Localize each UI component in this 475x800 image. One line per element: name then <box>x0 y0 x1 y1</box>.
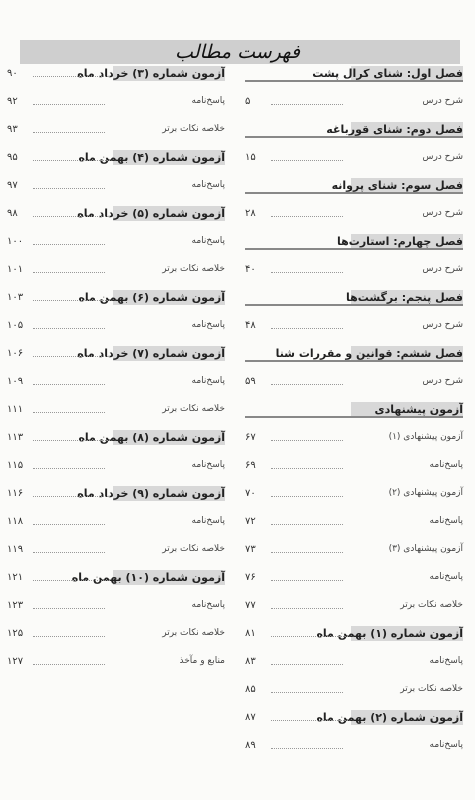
toc-entry-label: خلاصه نکات برتر <box>162 124 225 134</box>
toc-entry <box>245 738 463 753</box>
toc-entry <box>245 542 463 557</box>
toc-entry <box>7 206 225 221</box>
toc-entry-label: پاسخ‌نامه <box>429 740 463 750</box>
toc-entry-leader <box>33 160 110 161</box>
toc-entry-label: پاسخ‌نامه <box>429 516 463 526</box>
toc-entry-page: ۷۲ <box>245 516 256 527</box>
toc-entry-page: ۵ <box>245 96 251 107</box>
toc-right-column <box>245 66 463 766</box>
toc-entry-label: شرح درس <box>422 376 463 386</box>
toc-entry-leader <box>271 664 343 665</box>
toc-entry-page: ۸۷ <box>245 712 256 723</box>
toc-entry <box>7 150 225 165</box>
toc-entry-label: آزمون شماره (۱۰) بهمن ماه <box>71 571 225 584</box>
toc-entry-page: ۸۹ <box>245 740 256 751</box>
toc-entry-page: ۹۰ <box>7 68 18 79</box>
toc-entry <box>7 374 225 389</box>
toc-entry-leader <box>271 384 343 385</box>
toc-entry-page: ۷۶ <box>245 572 256 583</box>
toc-entry-leader <box>271 272 343 273</box>
toc-entry-page: ۱۵ <box>245 152 256 163</box>
toc-entry-leader <box>33 524 105 525</box>
toc-entry-page: ۱۲۳ <box>7 600 24 611</box>
toc-entry-page: ۵۹ <box>245 376 256 387</box>
toc-entry-label: آزمون شماره (۲) بهمن ماه <box>316 711 463 724</box>
toc-entry-page: ۹۳ <box>7 124 18 135</box>
toc-entry-label: شرح درس <box>422 152 463 162</box>
toc-entry-leader <box>271 748 343 749</box>
toc-entry-leader <box>33 216 110 217</box>
toc-entry-page: ۸۱ <box>245 628 256 639</box>
toc-entry-page: ۱۱۳ <box>7 432 24 443</box>
toc-entry-label: پاسخ‌نامه <box>191 180 225 190</box>
toc-entry-leader <box>33 440 110 441</box>
toc-entry-leader <box>33 608 105 609</box>
toc-entry-page: ۱۱۵ <box>7 460 24 471</box>
toc-entry <box>7 458 225 473</box>
toc-entry-page: ۱۰۵ <box>7 320 24 331</box>
toc-entry-leader <box>33 412 105 413</box>
toc-title-bar <box>20 40 460 64</box>
toc-entry-page: ۹۵ <box>7 152 18 163</box>
toc-entry-label: پاسخ‌نامه <box>429 460 463 470</box>
toc-entry-leader <box>33 636 105 637</box>
toc-entry <box>245 346 463 361</box>
toc-entry-leader <box>271 692 343 693</box>
toc-entry-label: پاسخ‌نامه <box>191 96 225 106</box>
toc-entry-label: پاسخ‌نامه <box>429 572 463 582</box>
toc-entry <box>245 122 463 137</box>
toc-entry-label: شرح درس <box>422 96 463 106</box>
toc-entry-label: آزمون شماره (۸) بهمن ماه <box>78 431 225 444</box>
toc-entry-leader <box>33 468 105 469</box>
toc-entry-leader <box>33 76 110 77</box>
toc-entry <box>7 430 225 445</box>
toc-entry-page: ۶۹ <box>245 460 256 471</box>
toc-entry-leader <box>33 132 105 133</box>
toc-entry <box>245 710 463 725</box>
toc-entry-page: ۱۱۱ <box>7 404 24 415</box>
toc-entry-label: پاسخ‌نامه <box>191 516 225 526</box>
toc-entry-label: شرح درس <box>422 264 463 274</box>
toc-entry-label: خلاصه نکات برتر <box>162 544 225 554</box>
toc-entry-label: شرح درس <box>422 320 463 330</box>
toc-entry-label: آزمون پیشنهادی (۳) <box>388 544 463 554</box>
toc-entry-leader <box>271 440 343 441</box>
toc-entry <box>245 150 463 165</box>
toc-entry-page: ۱۱۶ <box>7 488 24 499</box>
toc-entry-label: آزمون شماره (۷) خرداد ماه <box>77 347 225 360</box>
toc-entry <box>245 234 463 249</box>
toc-entry <box>7 178 225 193</box>
toc-entry-leader <box>33 272 105 273</box>
toc-entry-label: خلاصه نکات برتر <box>400 600 463 610</box>
toc-entry-label: خلاصه نکات برتر <box>400 684 463 694</box>
toc-entry-label: پاسخ‌نامه <box>429 656 463 666</box>
toc-entry-leader <box>271 496 343 497</box>
toc-entry-page: ۹۸ <box>7 208 18 219</box>
toc-entry <box>245 206 463 221</box>
toc-entry <box>7 486 225 501</box>
toc-entry-page: ۱۰۶ <box>7 348 24 359</box>
toc-entry-page: ۱۲۱ <box>7 572 24 583</box>
toc-entry-page: ۷۷ <box>245 600 256 611</box>
toc-entry-leader <box>271 608 343 609</box>
toc-entry-leader <box>271 720 348 721</box>
toc-entry-page: ۶۷ <box>245 432 256 443</box>
toc-entry <box>7 94 225 109</box>
toc-entry-label: شرح درس <box>422 208 463 218</box>
toc-entry <box>245 402 463 417</box>
toc-entry-leader <box>33 552 105 553</box>
toc-entry-label: خلاصه نکات برتر <box>162 628 225 638</box>
toc-entry-leader <box>271 104 343 105</box>
toc-entry-label: آزمون شماره (۴) بهمن ماه <box>78 151 225 164</box>
toc-entry <box>7 542 225 557</box>
toc-entry-page: ۱۰۱ <box>7 264 24 275</box>
toc-entry-label: فصل پنجم: برگشت‌ها <box>345 291 463 304</box>
toc-entry <box>245 486 463 501</box>
toc-entry-page: ۱۲۵ <box>7 628 24 639</box>
toc-entry <box>7 290 225 305</box>
toc-entry-leader <box>33 328 105 329</box>
toc-entry-label: فصل دوم: شنای قورباغه <box>326 123 463 136</box>
toc-entry-page: ۹۷ <box>7 180 18 191</box>
toc-entry <box>245 178 463 193</box>
toc-entry-leader <box>271 580 343 581</box>
toc-entry <box>245 626 463 641</box>
toc-entry <box>245 374 463 389</box>
toc-entry <box>245 66 463 81</box>
toc-entry <box>245 318 463 333</box>
toc-entry-page: ۱۰۹ <box>7 376 24 387</box>
toc-heading-rule <box>245 304 463 306</box>
toc-entry <box>245 570 463 585</box>
toc-entry <box>245 262 463 277</box>
toc-entry-leader <box>33 496 110 497</box>
toc-entry-page: ۸۳ <box>245 656 256 667</box>
toc-entry-label: آزمون شماره (۹) خرداد ماه <box>77 487 225 500</box>
toc-entry-label: آزمون شماره (۱) بهمن ماه <box>316 627 463 640</box>
toc-entry-label: پاسخ‌نامه <box>191 600 225 610</box>
toc-entry-leader <box>271 636 348 637</box>
toc-entry-leader <box>33 244 105 245</box>
toc-entry <box>7 234 225 249</box>
toc-entry-page: ۸۵ <box>245 684 256 695</box>
toc-entry-leader <box>271 328 343 329</box>
toc-entry-leader <box>33 580 110 581</box>
toc-entry-label: فصل اول: شنای کرال پشت <box>312 67 463 80</box>
toc-entry <box>245 458 463 473</box>
toc-entry-leader <box>271 216 343 217</box>
toc-entry-label: پاسخ‌نامه <box>191 236 225 246</box>
toc-entry <box>7 570 225 585</box>
toc-entry-page: ۱۰۰ <box>7 236 24 247</box>
toc-title: فهرست مطالب <box>175 41 300 63</box>
toc-entry <box>245 598 463 613</box>
toc-entry-page: ۹۲ <box>7 96 18 107</box>
toc-entry-page: ۴۸ <box>245 320 256 331</box>
toc-entry-label: خلاصه نکات برتر <box>162 404 225 414</box>
toc-entry-page: ۱۰۳ <box>7 292 24 303</box>
toc-entry <box>7 626 225 641</box>
toc-entry-leader <box>33 188 105 189</box>
toc-entry <box>7 318 225 333</box>
toc-entry <box>245 682 463 697</box>
toc-entry <box>245 654 463 669</box>
toc-entry-label: آزمون شماره (۳) خرداد ماه <box>77 67 225 80</box>
toc-entry-leader <box>271 160 343 161</box>
toc-entry-label: فصل سوم: شنای پروانه <box>331 179 463 192</box>
toc-entry-label: آزمون پیشنهادی (۲) <box>388 488 463 498</box>
toc-entry <box>245 94 463 109</box>
toc-entry-leader <box>33 104 105 105</box>
toc-entry <box>245 514 463 529</box>
toc-entry <box>7 262 225 277</box>
toc-entry-label: آزمون شماره (۵) خرداد ماه <box>77 207 225 220</box>
toc-entry-label: فصل چهارم: استارت‌ها <box>337 235 463 248</box>
toc-entry-label: آزمون شماره (۶) بهمن ماه <box>78 291 225 304</box>
toc-entry-label: پاسخ‌نامه <box>191 376 225 386</box>
toc-entry-page: ۷۰ <box>245 488 256 499</box>
toc-entry-label: آزمون پیشنهادی <box>374 403 463 416</box>
toc-entry <box>7 654 225 669</box>
toc-entry-label: منابع و مآخذ <box>179 656 225 666</box>
toc-heading-rule <box>245 248 463 250</box>
toc-entry-label: خلاصه نکات برتر <box>162 264 225 274</box>
toc-entry-leader <box>33 384 105 385</box>
toc-entry-page: ۱۲۷ <box>7 656 24 667</box>
toc-entry-page: ۱۱۹ <box>7 544 24 555</box>
toc-entry <box>7 122 225 137</box>
toc-left-column <box>7 66 225 682</box>
toc-entry-label: پاسخ‌نامه <box>191 460 225 470</box>
toc-entry <box>7 514 225 529</box>
toc-heading-rule <box>245 416 463 418</box>
toc-heading-rule <box>245 360 463 362</box>
toc-heading-rule <box>245 136 463 138</box>
toc-entry-leader <box>271 468 343 469</box>
toc-entry-page: ۲۸ <box>245 208 256 219</box>
toc-entry-leader <box>33 300 110 301</box>
toc-entry <box>7 598 225 613</box>
toc-heading-rule <box>245 80 463 82</box>
toc-entry <box>7 66 225 81</box>
toc-entry-label: فصل ششم: قوانین و مقررات شنا <box>275 347 463 360</box>
toc-entry-page: ۴۰ <box>245 264 256 275</box>
toc-entry-leader <box>33 664 105 665</box>
toc-entry-page: ۱۱۸ <box>7 516 24 527</box>
toc-heading-rule <box>245 192 463 194</box>
toc-entry <box>7 346 225 361</box>
toc-entry-leader <box>271 552 343 553</box>
toc-entry-label: آزمون پیشنهادی (۱) <box>388 432 463 442</box>
toc-entry-label: پاسخ‌نامه <box>191 320 225 330</box>
toc-entry-leader <box>271 524 343 525</box>
toc-entry-page: ۷۳ <box>245 544 256 555</box>
toc-entry <box>245 290 463 305</box>
toc-entry <box>7 402 225 417</box>
toc-entry-leader <box>33 356 110 357</box>
toc-entry <box>245 430 463 445</box>
